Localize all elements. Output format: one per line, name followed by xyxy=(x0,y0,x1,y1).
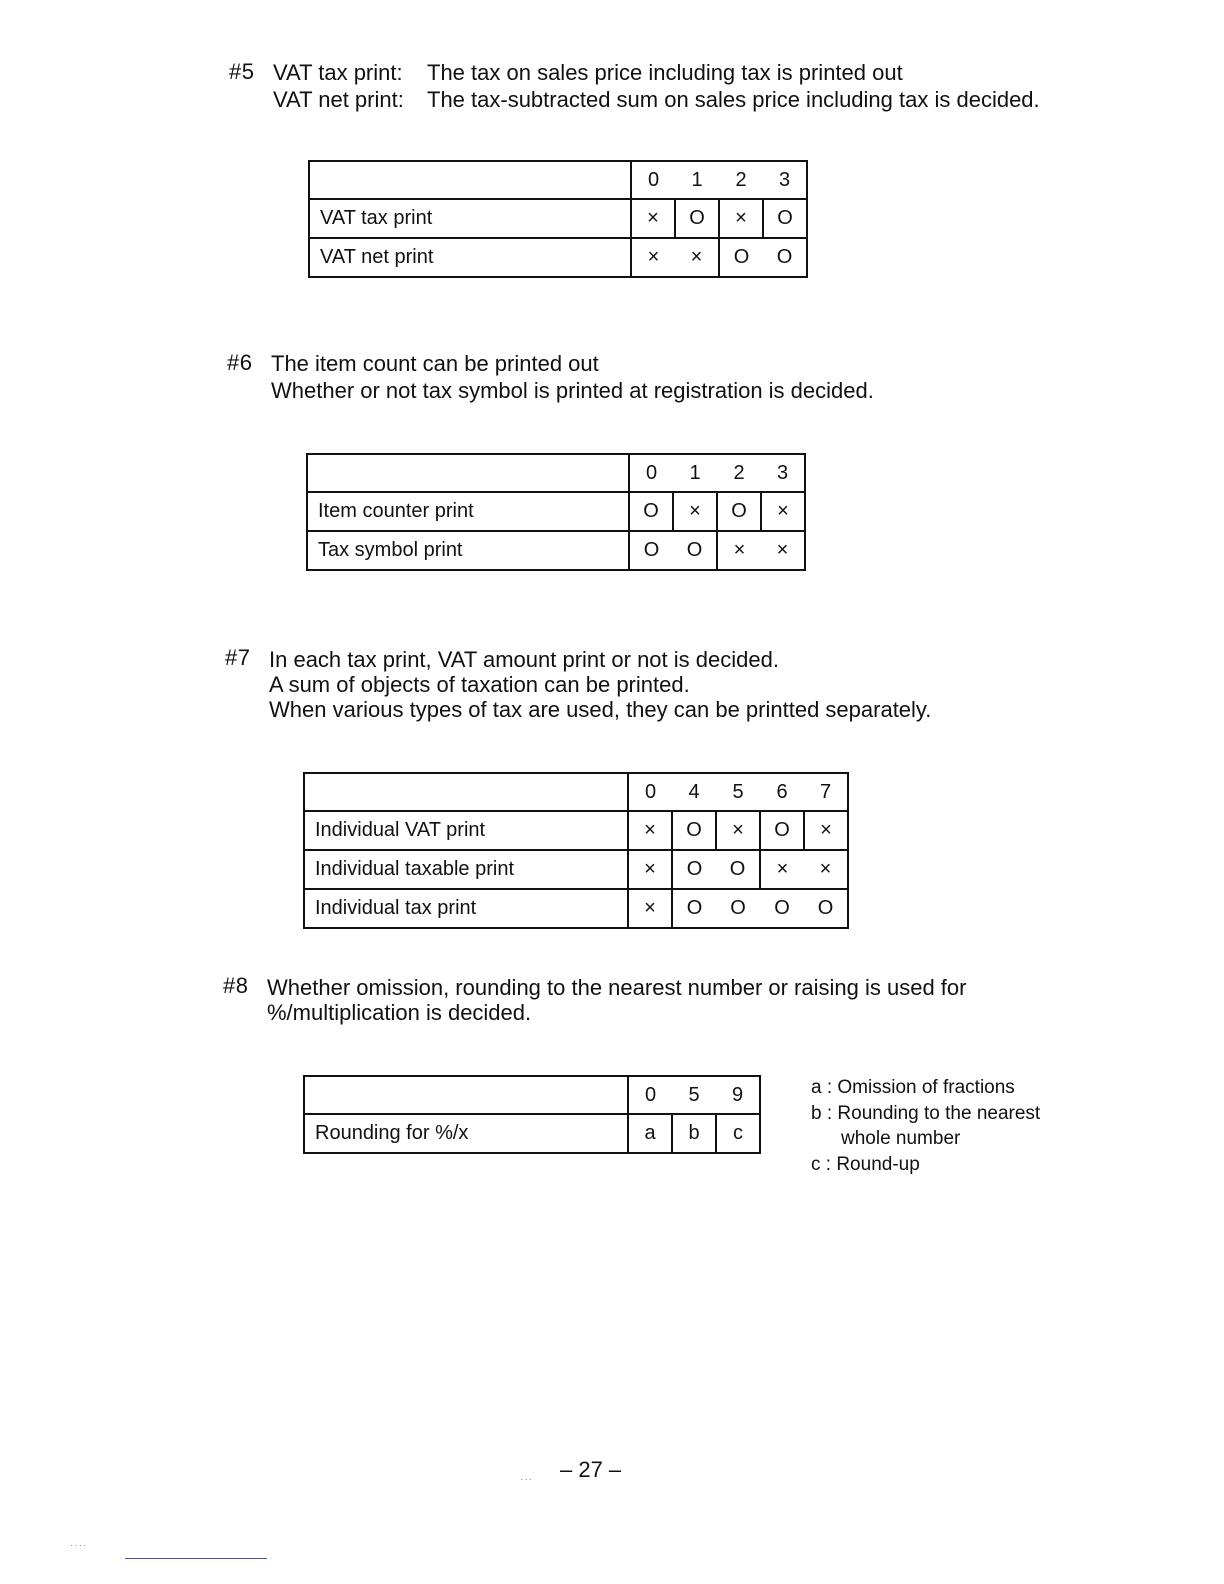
table-cell: × xyxy=(631,199,675,238)
table-cell: O xyxy=(763,238,807,277)
table-cell: O xyxy=(673,531,717,570)
header-cell: 0 xyxy=(644,780,657,803)
table-header-row xyxy=(309,161,807,199)
section-line: When various types of tax are used, they can be printted separately. xyxy=(269,697,932,722)
table-row xyxy=(304,1114,760,1153)
header-cell: 5 xyxy=(688,1083,700,1106)
header-cell: 6 xyxy=(776,780,788,803)
header-cell: 5 xyxy=(732,780,744,803)
header-cell: 3 xyxy=(778,168,791,191)
table-row xyxy=(309,199,807,238)
table-cell: O xyxy=(675,199,719,238)
header-blank-cell xyxy=(309,161,631,199)
row-label: Item counter print xyxy=(307,492,629,531)
section-number: #8 xyxy=(223,973,249,998)
header-cell: 0 xyxy=(645,461,658,484)
table-cell: × xyxy=(716,811,760,850)
table-cell: × xyxy=(673,492,717,531)
rounding-table xyxy=(303,1075,761,1154)
row-label: Individual VAT print xyxy=(304,811,628,850)
section-line: In each tax print, VAT amount print or not is decided. xyxy=(269,647,779,672)
header-cell: 9 xyxy=(731,1083,744,1106)
table-cell: × xyxy=(628,850,672,889)
table-cell: O xyxy=(760,811,804,850)
table-cell: O xyxy=(804,889,848,928)
definition-term: VAT tax print: xyxy=(273,60,403,85)
item-count-table xyxy=(306,453,806,571)
header-blank-cell xyxy=(307,454,629,492)
definition-text: The tax on sales price including tax is printed out xyxy=(427,60,903,85)
table-cell: c xyxy=(716,1114,760,1153)
individual-tax-table xyxy=(303,772,849,929)
table-cell: × xyxy=(719,199,763,238)
table-cell: O xyxy=(717,492,761,531)
section-line: A sum of objects of taxation can be printed. xyxy=(269,672,690,697)
section-line: Whether omission, rounding to the nearest number or raising is used for xyxy=(267,975,967,1000)
table-cell: × xyxy=(761,492,805,531)
table-cell: O xyxy=(760,889,804,928)
header-blank-cell xyxy=(304,1076,628,1114)
section-line: %/multiplication is decided. xyxy=(267,1000,532,1025)
table-header-row xyxy=(304,773,848,811)
table-cell: × xyxy=(717,531,761,570)
section-number: #6 xyxy=(227,350,253,375)
vat-print-table xyxy=(308,160,808,278)
table-row xyxy=(307,531,805,570)
table-cell: a xyxy=(628,1114,672,1153)
header-cell: 1 xyxy=(691,168,703,191)
table-cell: O xyxy=(719,238,763,277)
header-cell: 0 xyxy=(644,1083,657,1106)
table-cell: O xyxy=(672,850,716,889)
footer-rule xyxy=(125,1558,267,1559)
table-row xyxy=(309,238,807,277)
definition-term: VAT net print: xyxy=(273,87,404,112)
table-cell: O xyxy=(716,850,760,889)
table-cell: O xyxy=(672,811,716,850)
section-number: #5 xyxy=(229,59,255,84)
section-line: The item count can be printed out xyxy=(271,351,599,376)
table-cell: b xyxy=(672,1114,716,1153)
table-cell: × xyxy=(761,531,805,570)
legend-item: a : Omission of fractions xyxy=(811,1077,1015,1098)
definition-text: The tax-subtracted sum on sales price including tax is decided. xyxy=(427,87,1040,112)
legend-item: b : Rounding to the nearest xyxy=(811,1102,1041,1124)
row-label: Tax symbol print xyxy=(307,531,629,570)
header-cell: 2 xyxy=(733,461,745,484)
table-cell: O xyxy=(629,531,673,570)
row-label: Individual taxable print xyxy=(304,850,628,889)
table-row xyxy=(304,811,848,850)
header-cell: 7 xyxy=(819,780,832,803)
table-header-row xyxy=(304,1076,760,1114)
table-cell: × xyxy=(628,889,672,928)
table-cell: × xyxy=(804,850,848,889)
row-label: VAT tax print xyxy=(309,199,631,238)
header-cell: 1 xyxy=(689,461,701,484)
section-number: #7 xyxy=(225,645,251,670)
row-label: Rounding for %/x xyxy=(304,1114,628,1153)
table-cell: O xyxy=(629,492,673,531)
page-number: – 27 – xyxy=(560,1457,622,1482)
table-cell: × xyxy=(631,238,675,277)
table-cell: × xyxy=(628,811,672,850)
scan-speck: ··· xyxy=(520,1474,533,1485)
row-label: Individual tax print xyxy=(304,889,628,928)
table-cell: × xyxy=(675,238,719,277)
row-label: VAT net print xyxy=(309,238,631,277)
table-cell: × xyxy=(804,811,848,850)
header-cell: 2 xyxy=(735,168,747,191)
section-line xyxy=(273,60,903,86)
section-line: Whether or not tax symbol is printed at registration is decided. xyxy=(271,378,874,403)
table-row xyxy=(304,850,848,889)
legend-item: c : Round-up xyxy=(811,1153,920,1175)
table-cell: × xyxy=(760,850,804,889)
section-line xyxy=(273,87,1040,113)
header-cell: 3 xyxy=(776,461,789,484)
legend-item: whole number xyxy=(841,1128,961,1149)
table-cell: O xyxy=(672,889,716,928)
header-blank-cell xyxy=(304,773,628,811)
table-header-row xyxy=(307,454,805,492)
header-cell: 4 xyxy=(688,780,700,803)
table-cell: O xyxy=(763,199,807,238)
rounding-legend xyxy=(811,1075,1040,1177)
scan-speck: ···· xyxy=(70,1540,88,1551)
table-row xyxy=(307,492,805,531)
table-cell: O xyxy=(716,889,760,928)
header-cell: 0 xyxy=(647,168,660,191)
table-row xyxy=(304,889,848,928)
